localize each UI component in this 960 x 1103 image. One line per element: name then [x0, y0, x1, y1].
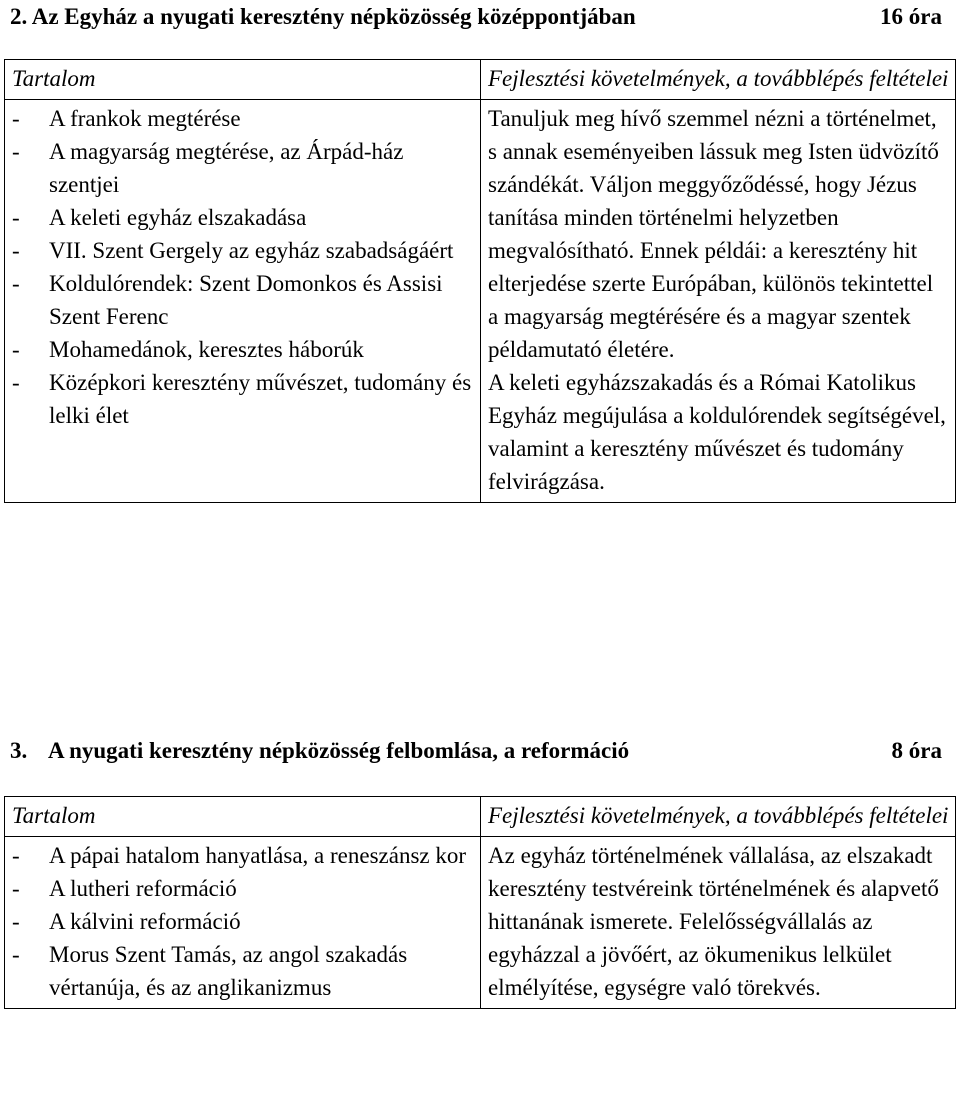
list-item: - A pápai hatalom hanyatlása, a reneszánsz kor	[12, 839, 474, 872]
list-dash: -	[12, 909, 20, 934]
list-dash: -	[12, 238, 20, 263]
requirements-header: Fejlesztési követelmények, a továbblépés feltételei	[481, 60, 956, 100]
requirements-text: Az egyház történelmének vállalása, az elszakadt keresztény testvéreink történelmének és alapvető hittanának ismerete. Felelősségvállalás az egyházzal a jövőért, az ökumenikus lelkület elmélyítése, egységre való törekvés.	[488, 843, 939, 1000]
list-dash: -	[12, 205, 20, 230]
content-cell	[5, 100, 481, 503]
list-dash: -	[12, 370, 20, 395]
section-hours: 8 óra	[891, 738, 942, 763]
list-item: - Mohamedánok, keresztes háborúk	[12, 333, 474, 366]
list-item: - Morus Szent Tamás, az angol szakadás vértanúja, és az anglikanizmus	[12, 938, 474, 1004]
section-heading	[10, 736, 942, 766]
list-dash: -	[12, 876, 20, 901]
section-hours: 16 óra	[880, 4, 942, 29]
list-item: - Koldulórendek: Szent Domonkos és Assisi Szent Ferenc	[12, 267, 474, 333]
list-item: - VII. Szent Gergely az egyház szabadságáért	[12, 234, 474, 267]
list-dash: -	[12, 942, 20, 967]
list-item: - A keleti egyház elszakadása	[12, 201, 474, 234]
section-heading	[10, 2, 942, 32]
list-item: - A magyarság megtérése, az Árpád-ház szentjei	[12, 135, 474, 201]
section-title: 2. Az Egyház a nyugati keresztény népközösség középpontjában	[10, 4, 636, 29]
list-dash: -	[12, 843, 20, 868]
requirements-text: Tanuljuk meg hívő szemmel nézni a történelmet, s annak eseményeiben lássuk meg Isten üdvözítő szándékát. Váljon meggyőződéssé, hogy Jézus tanítása minden történelmi helyzetben megvalósítható. Ennek példái: a keresztény hit elterjedése szerte Európában, különös tekintettel a magyarság megtérésére és a magyar szentek példamutató életére.	[488, 106, 939, 362]
content-cell	[5, 837, 481, 1009]
list-dash: -	[12, 106, 20, 131]
list-dash: -	[12, 337, 20, 362]
requirements-cell	[481, 837, 956, 1009]
list-dash: -	[12, 139, 20, 164]
requirements-text-2: A keleti egyházszakadás és a Római Katolikus Egyház megújulása a koldulórendek segítségével, valamint a keresztény művészet és tudomány felvirágzása.	[488, 370, 946, 494]
section-number: 3.	[10, 738, 28, 763]
list-item: - A kálvini reformáció	[12, 905, 474, 938]
content-header: Tartalom	[5, 60, 481, 100]
content-header: Tartalom	[5, 797, 481, 837]
section-title: A nyugati keresztény népközösség felbomlása, a reformáció	[48, 738, 630, 763]
list-item: - A lutheri reformáció	[12, 872, 474, 905]
requirements-cell	[481, 100, 956, 503]
list-dash: -	[12, 271, 20, 296]
curriculum-table	[4, 796, 956, 1009]
curriculum-table	[4, 59, 956, 503]
list-item: - Középkori keresztény művészet, tudomány és lelki élet	[12, 366, 474, 432]
list-item: - A frankok megtérése	[12, 102, 474, 135]
requirements-header: Fejlesztési követelmények, a továbblépés feltételei	[481, 797, 956, 837]
